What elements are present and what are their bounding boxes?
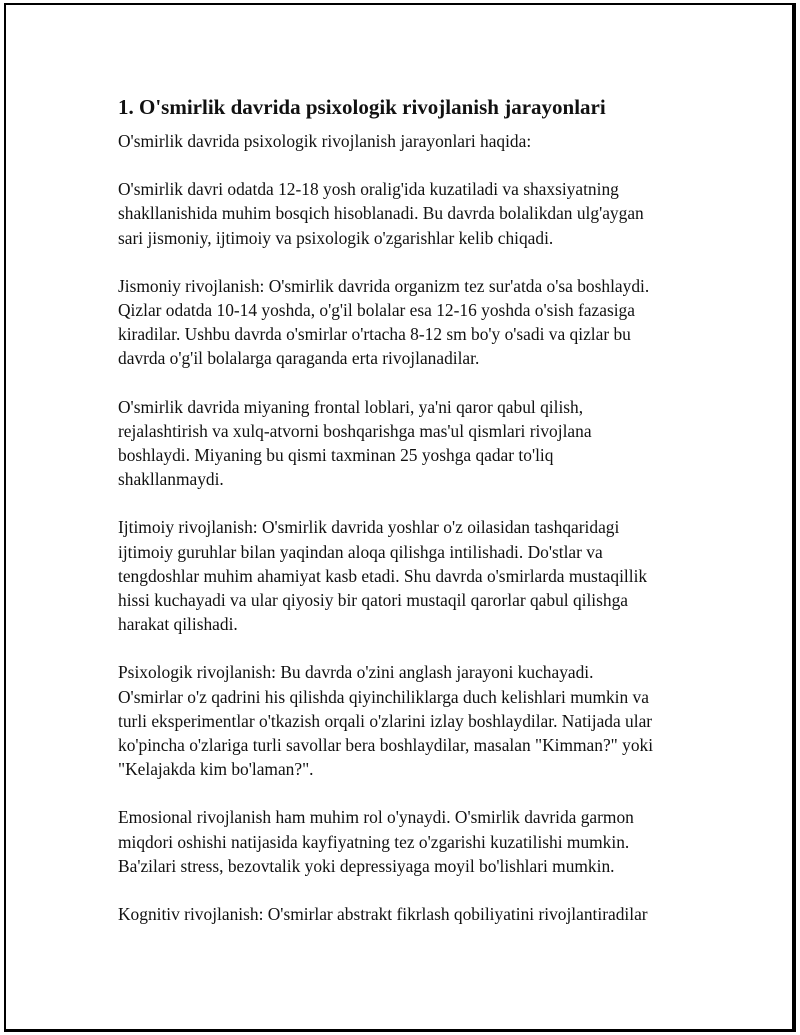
paragraph-psychological-development: Psixologik rivojlanish: Bu davrda o'zini anglash jarayoni kuchayadi. O'smirlar o'z qadrini his qilishda qiyinchiliklarga duch kelishlari mumkin va turli eksperimentlar o'tkazish orqali o'zlarini izlay boshlaydilar. Natijada ular ko'pincha o'zlariga turli savollar bera boshlaydilar, masalan "Kimman?" yoki "Kelajakda kim bo'laman?". <box>118 662 654 780</box>
document-body <box>118 93 718 950</box>
document-heading: 1. O'smirlik davrida psixologik rivojlanish jarayonlari <box>118 95 606 119</box>
paragraph-social-development: Ijtimoiy rivojlanish: O'smirlik davrida yoshlar o'z oilasidan tashqaridagi ijtimoiy guruhlar bilan yaqindan aloqa qilishga intilishadi. Do'stlar va tengdoshlar muhim ahamiyat kasb etadi. Shu davrda o'smirlarda mustaqillik hissi kuchayadi va ular qiyosiy bir qatori mustaqil qarorlar qabul qilishga harakat qilishadi. <box>118 517 648 635</box>
paragraph-intro: O'smirlik davrida psixologik rivojlanish jarayonlari haqida: <box>118 131 532 151</box>
paragraph-emotional-development: Emosional rivojlanish ham muhim rol o'ynaydi. O'smirlik davrida garmon miqdori oshishi natijasida kayfiyatning tez o'zgarishi kuzatilishi mumkin. Ba'zilari stress, bezovtalik yoki depressiyaga moyil bo'lishlari mumkin. <box>118 807 634 876</box>
paragraph-cognitive-development: Kognitiv rivojlanish: O'smirlar abstrakt fikrlash qobiliyatini rivojlantiradilar <box>118 904 648 925</box>
paragraph-brain-development: O'smirlik davrida miyaning frontal loblari, ya'ni qaror qabul qilish, rejalashtirish va xulq-atvorni boshqarishga mas'ul qismlari rivojlana boshlaydi. Miyaning bu qismi taxminan 25 yoshga qadar to'liq shakllanmaydi. <box>118 396 592 490</box>
paragraph-overview: O'smirlik davri odatda 12-18 yosh oralig'ida kuzatiladi va shaxsiyatning shakllanishida muhim bosqich hisoblanadi. Bu davrda bolalikdan ulg'aygan sari jismoniy, ijtimoiy va psixologik o'zgarishlar kelib chiqadi. <box>118 179 644 248</box>
paragraph-physical-development: Jismoniy rivojlanish: O'smirlik davrida organizm tez sur'atda o'sa boshlaydi. Qizlar odatda 10-14 yoshda, o'g'il bolalar esa 12-16 yoshda o'sish fazasiga kiradilar. Ushbu davrda o'smirlar o'rtacha 8-12 sm bo'y o'sadi va qizlar bu davrda o'g'il bolalarga qaraganda erta rivojlanadilar. <box>118 275 650 369</box>
